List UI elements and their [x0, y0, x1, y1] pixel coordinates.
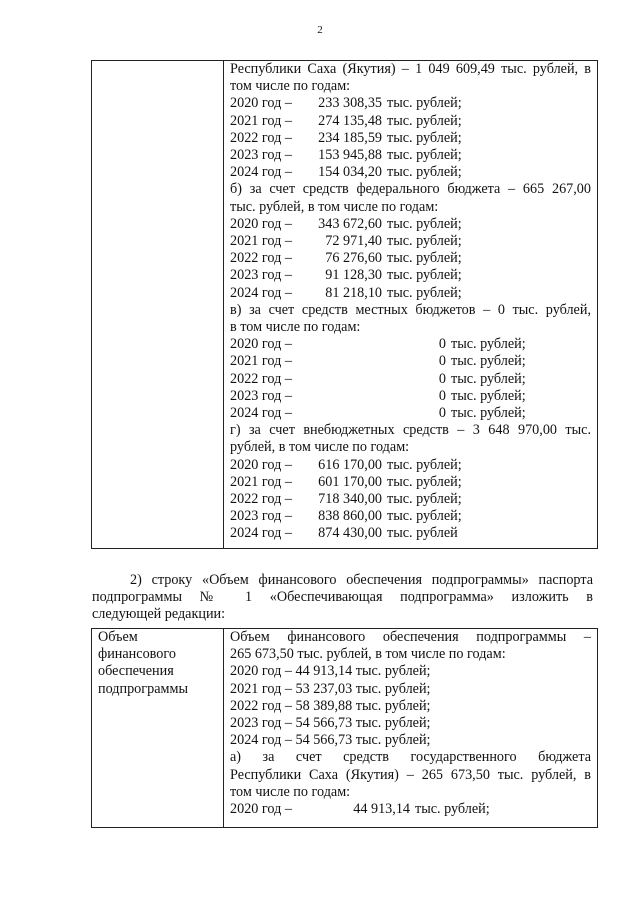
amount: 0 [438, 405, 446, 422]
year-row [230, 216, 591, 233]
year-row [230, 336, 591, 353]
unit: тыс. рублей; [451, 370, 526, 387]
year-row [230, 525, 591, 542]
amount: 718 340,00 [318, 491, 382, 508]
year-row [230, 508, 591, 525]
summary-line-1: Объем финансового обеспечения подпрограммы – [230, 629, 591, 645]
year-row [230, 388, 591, 405]
year-label: 2021 год – [230, 353, 292, 370]
amount: 0 [438, 387, 446, 404]
amount: 91 128,30 [325, 267, 382, 284]
amount: 874 430,00 [318, 525, 382, 542]
amount: 838 860,00 [318, 508, 382, 525]
unit: тыс. рублей; [387, 233, 462, 250]
year-label: 2022 год – [230, 129, 292, 146]
amount: 81 218,10 [325, 284, 382, 301]
amount: 616 170,00 [318, 456, 382, 473]
year-row [230, 353, 591, 370]
year-row [230, 491, 591, 508]
regional-line-3: том числе по годам: [230, 783, 351, 800]
regional-year-list [230, 95, 591, 181]
unit: тыс. рублей; [387, 284, 462, 301]
unit: тыс. рублей; [387, 491, 462, 508]
year-label: 2024 год – [230, 164, 292, 181]
year-row [230, 147, 591, 164]
subprogram-details-cell [224, 629, 598, 828]
year-label: 2020 год – [230, 215, 292, 232]
unit: тыс. рублей [387, 525, 458, 542]
unit: тыс. рублей; [387, 112, 462, 129]
year-label: 2022 год – [230, 250, 292, 267]
year-row [230, 113, 591, 130]
offbudget-heading-cont: рублей, в том числе по годам: [230, 439, 410, 456]
year-label: 2024 год – [230, 525, 292, 542]
unit: тыс. рублей; [387, 456, 462, 473]
row-label-line-3: обеспечения [98, 663, 174, 680]
year-line-2023: 2023 год – 54 566,73 тыс. рублей; [230, 715, 431, 732]
amount: 343 672,60 [318, 215, 382, 232]
year-label: 2021 год – [230, 473, 292, 490]
year-line-2021: 2021 год – 53 237,03 тыс. рублей; [230, 680, 431, 697]
amount: 44 913,14 [353, 801, 410, 818]
year-row [230, 164, 591, 181]
year-line-2022: 2022 год – 58 389,88 тыс. рублей; [230, 697, 431, 714]
regional-line-1: а) за счет средств государственного бюджета [230, 749, 591, 766]
amount: 0 [438, 336, 446, 353]
year-row [230, 474, 591, 491]
unit: тыс. рублей; [387, 215, 462, 232]
subprogram-funding-table [91, 628, 598, 828]
row-label-line-4: подпрограммы [98, 680, 188, 697]
year-label: 2020 год – [230, 95, 292, 112]
amount: 234 185,59 [318, 129, 382, 146]
year-row [230, 130, 591, 147]
paragraph-line-1: 2) строку «Объем финансового обеспечения подпрограммы» паспорта [130, 572, 593, 588]
unit: тыс. рублей; [387, 267, 462, 284]
year-line-2020: 2020 год – 44 913,14 тыс. рублей; [230, 663, 431, 680]
unit: тыс. рублей; [387, 129, 462, 146]
amount: 274 135,48 [318, 112, 382, 129]
year-label: 2020 год – [230, 801, 292, 818]
unit: тыс. рублей; [451, 387, 526, 404]
unit: тыс. рублей; [387, 147, 462, 164]
year-row [230, 250, 591, 267]
offbudget-heading: г) за счет внебюджетных средств – 3 648 970,00 тыс. [230, 422, 591, 439]
year-row [230, 233, 591, 250]
amount: 76 276,60 [325, 250, 382, 267]
amount: 153 945,88 [318, 147, 382, 164]
unit: тыс. рублей; [387, 95, 462, 112]
unit: тыс. рублей; [387, 164, 462, 181]
page-number: 2 [317, 24, 323, 36]
amount: 601 170,00 [318, 473, 382, 490]
unit: тыс. рублей; [387, 473, 462, 490]
left-cell-empty [92, 61, 224, 549]
year-label: 2021 год – [230, 112, 292, 129]
year-row [230, 95, 591, 112]
local-heading: в) за счет средств местных бюджетов – 0 тыс. рублей, [230, 301, 591, 318]
amount: 0 [438, 370, 446, 387]
unit: тыс. рублей; [387, 250, 462, 267]
year-row [230, 267, 591, 284]
row-label-line-1: Объем [98, 629, 138, 645]
federal-heading: б) за счет средств федерального бюджета – 665 267,00 [230, 181, 591, 198]
funding-details-cell [224, 61, 598, 549]
local-year-list [230, 336, 591, 422]
local-heading-cont: в том числе по годам: [230, 319, 361, 336]
amount: 72 971,40 [325, 233, 382, 250]
unit: тыс. рублей; [451, 405, 526, 422]
year-label: 2023 год – [230, 387, 292, 404]
year-label: 2022 год – [230, 370, 292, 387]
year-label: 2023 год – [230, 147, 292, 164]
amendment-paragraph [92, 572, 593, 624]
year-row [230, 371, 591, 388]
federal-year-list [230, 216, 591, 302]
offbudget-year-list [230, 457, 591, 543]
year-row [230, 285, 591, 302]
federal-heading-cont: тыс. рублей, в том числе по годам: [230, 198, 439, 215]
year-label: 2021 год – [230, 233, 292, 250]
row-label-line-2: финансового [98, 646, 176, 663]
regional-intro: Республики Саха (Якутия) – 1 049 609,49 тыс. рублей, в [230, 61, 591, 77]
regional-intro-cont: том числе по годам: [230, 78, 351, 95]
year-label: 2020 год – [230, 336, 292, 353]
unit: тыс. рублей; [451, 336, 526, 353]
year-label: 2023 год – [230, 267, 292, 284]
year-label: 2022 год – [230, 491, 292, 508]
amount: 154 034,20 [318, 164, 382, 181]
year-row [230, 457, 591, 474]
unit: тыс. рублей; [415, 801, 490, 818]
year-row [230, 405, 591, 422]
year-label: 2024 год – [230, 405, 292, 422]
paragraph-line-3: следующей редакции: [92, 606, 226, 623]
regional-year-2020 [230, 801, 591, 818]
year-label: 2020 год – [230, 456, 292, 473]
year-label: 2023 год – [230, 508, 292, 525]
paragraph-line-2: подпрограммы № 1 «Обеспечивающая подпрограмма» изложить в [92, 589, 593, 606]
year-label: 2024 год – [230, 284, 292, 301]
amount: 233 308,35 [318, 95, 382, 112]
year-line-2024: 2024 год – 54 566,73 тыс. рублей; [230, 732, 431, 749]
amount: 0 [438, 353, 446, 370]
regional-line-2: Республики Саха (Якутия) – 265 673,50 тыс. рублей, в [230, 766, 591, 783]
funding-table-continuation [91, 60, 598, 549]
unit: тыс. рублей; [451, 353, 526, 370]
row-label-cell [92, 629, 224, 828]
unit: тыс. рублей; [387, 508, 462, 525]
summary-line-2: 265 673,50 тыс. рублей, в том числе по годам: [230, 646, 506, 663]
